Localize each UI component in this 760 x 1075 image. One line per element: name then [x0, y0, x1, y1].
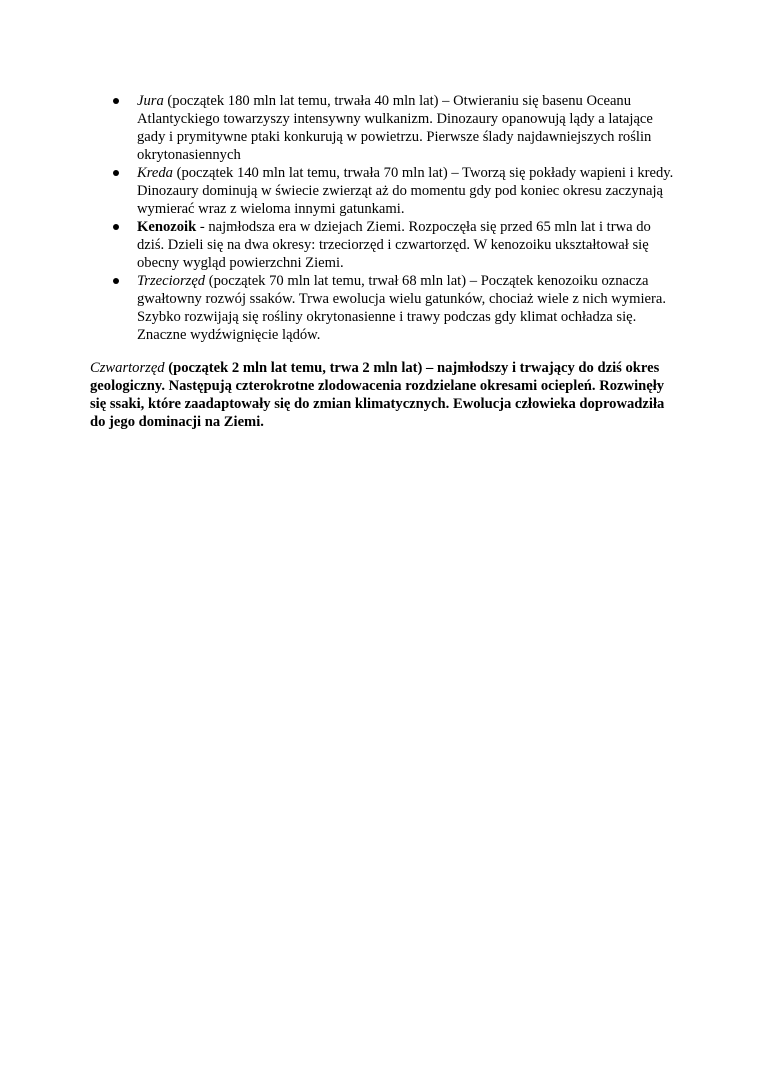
term-trzeciorzed: Trzeciorzęd [137, 273, 206, 289]
term-kreda: Kreda [137, 165, 173, 181]
paragraph-czwartorzed [90, 359, 678, 431]
text-czwartorzed: (początek 2 mln lat temu, trwa 2 mln lat) – najmłodszy i trwający do dziś okres geologiczny. Następują czterokrotne zlodowacenia rozdzielane okresami ociepleń. Rozwinęły się ssaki, które zaadaptowały się do zmian klimatycznych. Ewolucja człowieka doprowadziła do jego dominacji na Ziemi. [90, 360, 665, 430]
bullet-dot-icon [113, 224, 119, 230]
text-jura: (początek 180 mln lat temu, trwała 40 mln lat) – Otwieraniu się basenu Oceanu Atlantyckiego towarzyszy intensywny wulkanizm. Dinozaury opanowują lądy a latające gady i prymitywne ptaki konkurują w powietrzu. Pierwsze ślady najdawniejszych roślin okrytonasiennych [137, 93, 653, 163]
bullet-list [112, 92, 678, 344]
term-kenozoik: Kenozoik [137, 219, 197, 235]
bullet-item-kenozoik [112, 218, 678, 272]
text-kreda: (początek 140 mln lat temu, trwała 70 mln lat) – Tworzą się pokłady wapieni i kredy. Dinozaury dominują w świecie zwierząt aż do momentu gdy pod koniec okresu zaczynają wymierać wraz z wieloma innymi gatunkami. [137, 165, 674, 217]
term-jura: Jura [137, 93, 164, 109]
bullet-item-trzeciorzed [112, 272, 678, 344]
bullet-dot-icon [113, 170, 119, 176]
term-czwartorzed: Czwartorzęd [90, 360, 165, 376]
text-kenozoik: - najmłodsza era w dziejach Ziemi. Rozpoczęła się przed 65 mln lat i trwa do dziś. Dzieli się na dwa okresy: trzeciorzęd i czwartorzęd. W kenozoiku ukształtował się obecny wygląd powierzchni Ziemi. [137, 219, 651, 271]
bullet-item-jura [112, 92, 678, 164]
bullet-dot-icon [113, 98, 119, 104]
bullet-item-kreda [112, 164, 678, 218]
text-trzeciorzed: (początek 70 mln lat temu, trwał 68 mln lat) – Początek kenozoiku oznacza gwałtowny rozwój ssaków. Trwa ewolucja wielu gatunków, chociaż wiele z nich wymiera. Szybko rozwijają się rośliny okrytonasienne i trawy podczas gdy klimat ochładza się. Znaczne wydźwignięcie lądów. [137, 273, 667, 343]
bullet-dot-icon [113, 278, 119, 284]
